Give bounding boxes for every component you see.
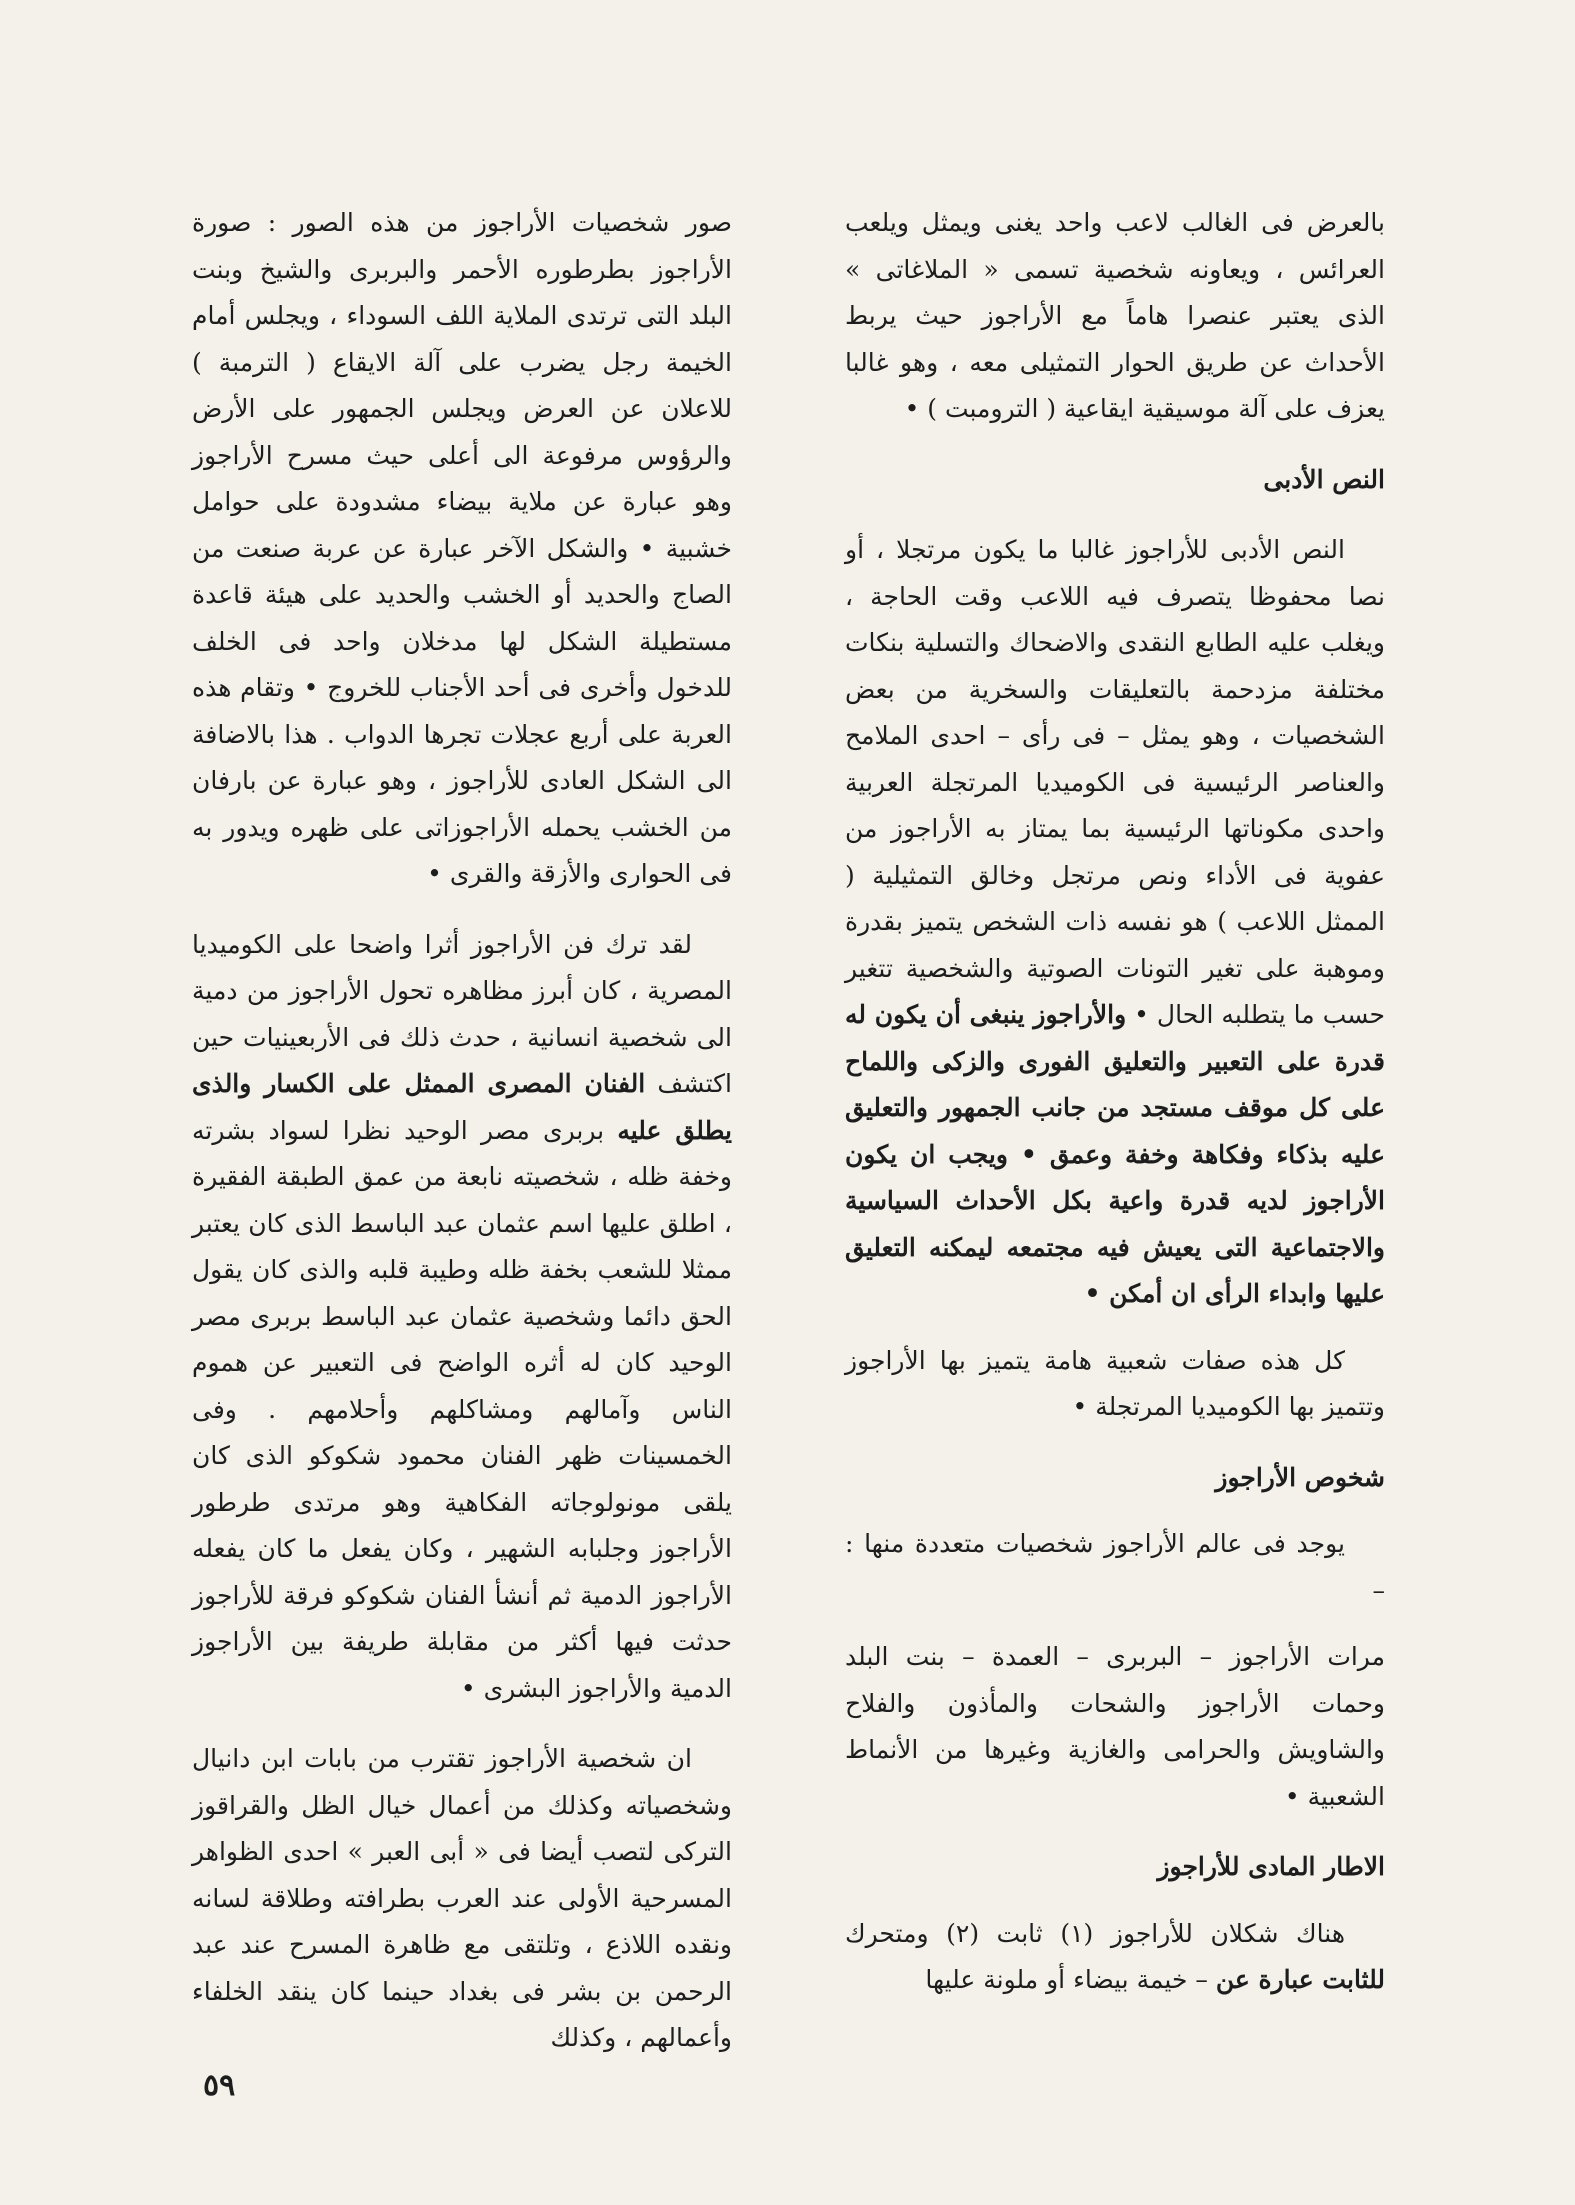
intro-paragraph: بالعرض فى الغالب لاعب واحد يغنى ويمثل ويلعب العرائس ، ويعاونه شخصية تسمى « الملاغاتى » الذى يعتبر عنصرا هاماً مع الأراجوز حيث يربط الأحداث عن طريق الحوار التمثيلى معه ، وهو غالبا يعزف على آلة موسيقية ايقاعية ( الترومبت ) •	[845, 208, 1385, 423]
right-column	[845, 200, 1385, 2004]
frame-text-bold: للثابت عبارة عن	[1215, 1965, 1385, 1994]
frame-paragraph	[845, 1911, 1385, 2004]
literary-paragraph	[845, 527, 1385, 1318]
heading-literary-text: النص الأدبى	[1263, 464, 1385, 494]
left-paragraph-2-bold: الفنان المصرى الممثل على الكسار والذى يطلق عليه	[192, 1069, 733, 1145]
heading-characters: شخوص الأراجوز	[1215, 1462, 1385, 1492]
characters-paragraph: يوجد فى عالم الأراجوز شخصيات متعددة منها : –	[845, 1529, 1385, 1605]
literary-text: النص الأدبى للأراجوز غالبا ما يكون مرتجلا ، أو نصا محفوظا يتصرف فيه اللاعب وقت الحاجة ، ويغلب عليه الطابع النقدى والاضحاك والتسلية بنكات مختلفة مزدحمة بالتعليقات والسخرية من بعض الشخصيات ، وهو يمثل – فى رأى – احدى الملامح والعناصر الرئيسية فى الكوميديا المرتجلة العربية واحدى مكوناتها الرئيسية بما يمتاز به الأراجوز من عفوية فى الأداء ونص مرتجل وخالق التمثيلية ( الممثل اللاعب ) هو نفسه ذات الشخص يتميز بقدرة وموهبة على تغير التونات الصوتية والشخصية تتغير حسب ما يتطلبه الحال •	[845, 535, 1386, 1029]
page-number: ٥٩	[203, 2068, 236, 2103]
heading-physical-frame: الاطار المادى للأراجوز	[1157, 1852, 1385, 1881]
left-paragraph-2-start: لقد ترك فن الأراجوز أثرا واضحا على الكوميديا المصرية ، كان أبرز مظاهره تحول الأراجوز من دمية الى شخصية انسانية ، حدث ذلك فى الأربعينيات حين اكتشف	[192, 929, 732, 1098]
frame-text: هناك شكلان للأراجوز (١) ثابت (٢) ومتحرك	[845, 1918, 1346, 1948]
left-paragraph-3: ان شخصية الأراجوز تقترب من بابات ابن دانيال وشخصياته وكذلك من أعمال خيال الظل والقراقوز التركى لتصب أيضا فى « أبى العبر » احدى الظواهر المسرحية الأولى عند العرب بطرافته وطلاقة لسانه ونقده اللاذع ، وتلتقى مع ظاهرة المسرح عند عبد الرحمن بن بشر فى بغداد حينما كان ينقد الخلفاء وأعمالهم ، وكذلك	[192, 1744, 732, 2052]
left-paragraph-2-rest: بربرى مصر الوحيد نظرا لسواد بشرته وخفة ظله ، شخصيته نابعة من عمق الطبقة الفقيرة ، اطلق عليها اسم عثمان عبد الباسط الذى كان يعتبر ممثلا للشعب بخفة ظله وطيبة قلبه والذى كان يقول الحق دائما وشخصية عثمان عبد الباسط بربرى مصر الوحيد كان له أثره الواضح فى التعبير عن هموم الناس وآمالهم ومشاكلهم وأحلامهم . وفى الخمسينات ظهر الفنان محمود شكوكو الذى كان يلقى مونولوجاته الفكاهية وهو مرتدى طرطور الأراجوز وجلبابه الشهير ، وكان يفعل ما كان يفعله الأراجوز الدمية ثم أنشأ الفنان شكوكو فرقة للأراجوز حدثت فيها أكثر من مقابلة طريفة بين الأراجوز الدمية والأراجوز البشرى •	[192, 1115, 732, 1703]
left-paragraph-2	[192, 922, 732, 1713]
left-paragraph-1: صور شخصيات الأراجوز من هذه الصور : صورة الأراجوز بطرطوره الأحمر والبربرى والشيخ وبنت البلد التى ترتدى الملاية اللف السوداء ، ويجلس أمام الخيمة رجل يضرب على آلة الايقاع ( الترمبة ) للاعلان عن العرض ويجلس الجمهور على الأرض والرؤوس مرفوعة الى أعلى حيث مسرح الأراجوز وهو عبارة عن ملاية بيضاء مشدودة على حوامل خشبية • والشكل الآخر عبارة عن عربة صنعت من الصاج والحديد أو الخشب والحديد على هيئة قاعدة مستطيلة الشكل لها مدخلان واحد فى الخلف للدخول وأخرى فى أحد الأجناب للخروج • وتقام هذه العربة على أربع عجلات تجرها الدواب . هذا بالاضافة الى الشكل العادى للأراجوز ، وهو عبارة عن بارفان من الخشب يحمله الأراجوزاتى على ظهره ويدور به فى الحوارى والأزقة والقرى •	[192, 208, 732, 888]
frame-text-end: – خيمة بيضاء أو ملونة عليها	[925, 1965, 1208, 1994]
summary-paragraph: كل هذه صفات شعبية هامة يتميز بها الأراجوز وتتميز بها الكوميديا المرتجلة •	[845, 1345, 1385, 1421]
literary-text-bold: والأراجوز ينبغى أن يكون له قدرة على التعبير والتعليق الفورى والزكى واللماح على كل موقف مستجد من جانب الجمهور والتعليق عليه بذكاء وفكاهة وخفة وعمق • ويجب ان يكون الأراجوز لديه قدرة واعية بكل الأحداث السياسية والاجتماعية التى يعيش فيه مجتمعه ليمكنه التعليق عليها وابداء الرأى ان أمكن •	[845, 1000, 1385, 1308]
left-column	[192, 200, 732, 2062]
characters-list: مرات الأراجوز – البربرى – العمدة – بنت البلد وحمات الأراجوز والشحات والمأذون والفلاح والشاويش والحرامى والغازية وغيرها من الأنماط الشعبية •	[845, 1642, 1385, 1811]
